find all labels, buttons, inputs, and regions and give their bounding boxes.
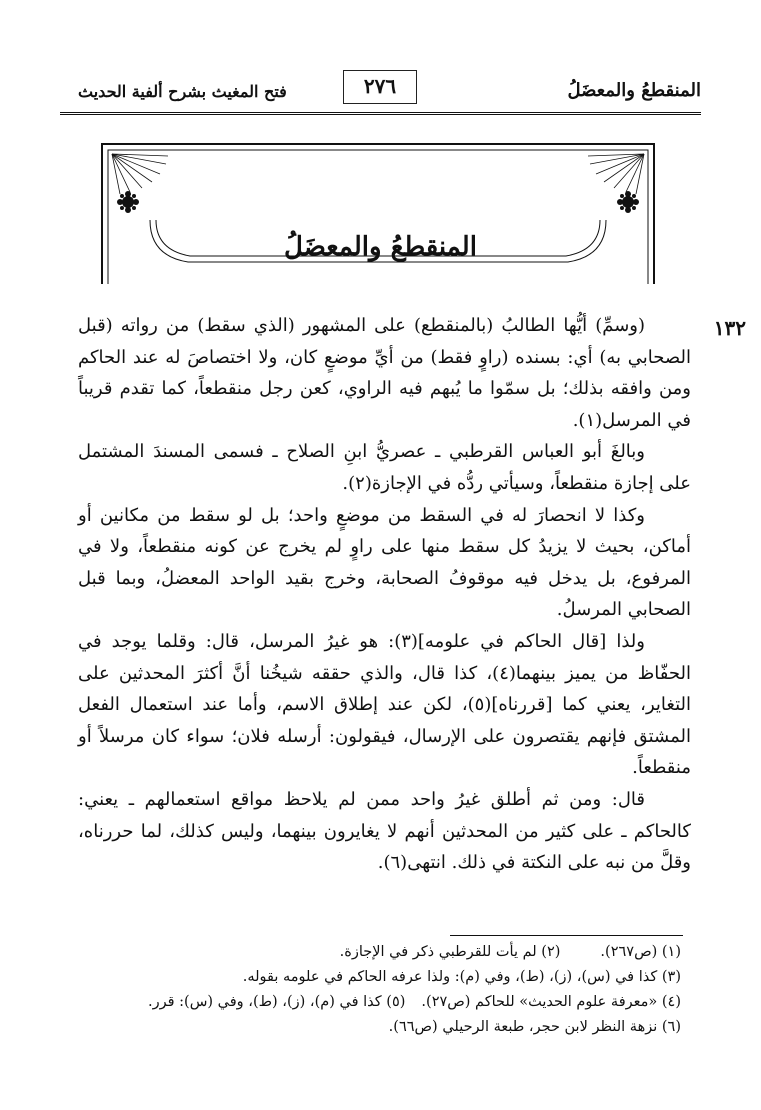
footnote-rule [450,935,683,936]
header-rule [60,112,701,115]
footnote-line: (١) (ص٢٦٧).(٢) لم يأت للقرطبي ذكر في الإجازة. [339,944,681,960]
body-text [78,310,691,879]
paragraph: (وسمِّ) أيُّها الطالبُ (بالمنقطع) على المشهور (الذي سقط) من رواته (قبل الصحابي به) أي: بسنده (راوٍ فقط) من أيِّ موضعٍ كان، ولا اختصاصَ له عند الحاكم ومن وافقه بذلك؛ بل سمّوا ما يُبهم فيه الراوي، كعن رجل منقطعاً، كما تقدم قريباً في المرسل(١). [78,315,691,431]
footnote-line: (٦) نزهة النظر لابن حجر، طبعة الرحيلي (ص٦٦). [388,1019,681,1035]
paragraph: وبالغَ أبو العباس القرطبي ـ عصريُّ ابنِ الصلاح ـ فسمى المسندَ المشتمل على إجازة منقطعاً، وسيأتي ردُّه في الإجازة(٢). [78,441,691,494]
paragraph: وكذا لا انحصارَ له في السقط من موضعٍ واحد؛ بل لو سقط من مكانين أو أماكن، بحيث لا يزيدُ كل سقط منها على راوٍ لم يخرج عن كونه منقطعاً، ولا في المرفوع، بل يدخل فيه موقوفُ الصحابة، وخرج بقيد الواحد المعضلُ، وبما قبل الصحابي المرسلُ. [78,504,692,621]
footnotes [70,940,681,1040]
running-header [60,70,701,110]
footnote-line: (٣) كذا في (س)، (ز)، (ط)، وفي (م): ولذا عرفه الحاكم في علومه بقوله. [242,969,681,985]
chapter-header: المنقطعُ والمعضَلُ [567,80,701,101]
flower-ornament-right-icon [617,191,639,213]
section-title: المنقطعُ والمعضَلُ [284,232,477,262]
ornamental-frame [98,136,658,286]
page-number: ٢٧٦ [343,70,417,104]
paragraph: قال: ومن ثم أطلق غيرُ واحد ممن لم يلاحظ مواقع استعمالهم ـ يعني: كالحاكم ـ على كثير من المحدثين أنهم لا يغايرون بينهما، وليس كذلك، لما حررناه، وقلَّ من نبه على النكتة في ذلك. انتهى(٦). [78,788,691,874]
footnote-line: (٤) «معرفة علوم الحديث» للحاكم (ص٢٧).(٥) كذا في (م)، (ز)، (ط)، وفي (س): قرر. [148,994,681,1010]
corner-rays-right-icon [588,154,644,194]
margin-number: ١٣٢ [713,316,746,340]
book-title-header: فتح المغيث بشرح ألفية الحديث [78,82,287,101]
flower-ornament-left-icon [117,191,139,213]
paragraph: ولذا [قال الحاكم في علومه](٣): هو غيرُ المرسل، قال: وقلما يوجد في الحفّاظ من يميز بينهما(٤)، كذا قال، والذي حققه شيخُنا أنَّ أكثرَ المحدثين على التغاير، يعني كما [قررناه](٥)، لكن عند إطلاق الاسم، وأما عند استعمال الفعل المشتق فإنهم يقتصرون على الإرسال، فيقولون: أرسله فلان؛ سواء كان مرسلاً أو منقطعاً. [78,630,692,779]
corner-rays-left-icon [112,154,168,194]
